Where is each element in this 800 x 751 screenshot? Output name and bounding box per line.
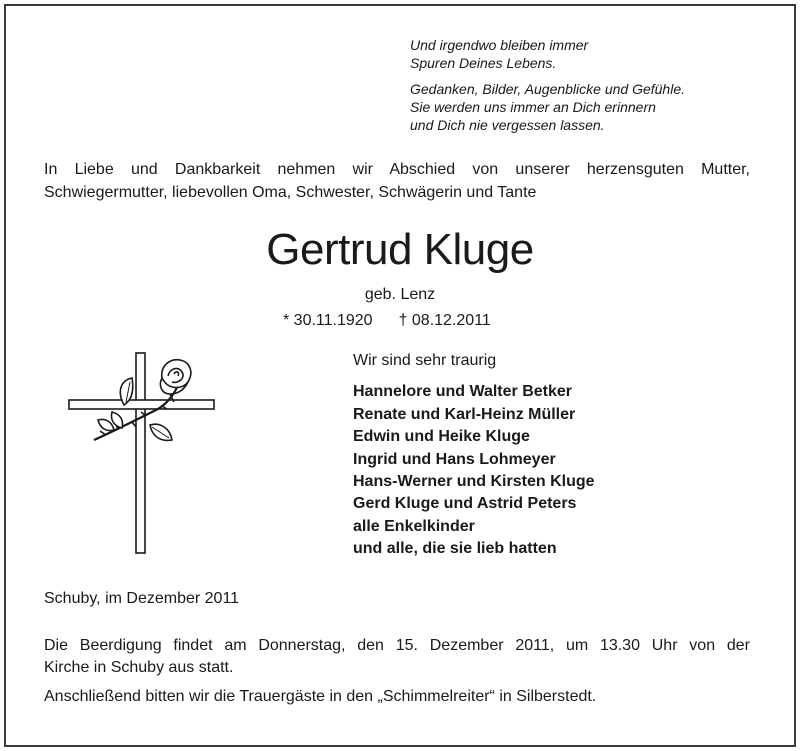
deceased-name: Gertrud Kluge: [266, 225, 534, 274]
funeral-line-2: Kirche in Schuby aus statt.: [44, 659, 234, 676]
mourner-name: Gerd Kluge und Astrid Peters: [353, 495, 577, 513]
mourners-lead: Wir sind sehr traurig: [353, 352, 497, 369]
life-dates: [283, 310, 491, 332]
poem-line: und Dich nie vergessen lassen.: [410, 117, 605, 133]
mourner-name: Hannelore und Walter Betker: [353, 383, 573, 401]
memorial-poem: [410, 36, 685, 142]
death-date: † 08.12.2011: [398, 312, 491, 329]
intro-line-2: Schwiegermutter, liebevollen Oma, Schwester, Schwägerin und Tante: [44, 184, 537, 201]
intro-line-1: In Liebe und Dankbarkeit nehmen wir Abschied von unserer herzensguten Mutter,: [44, 161, 750, 178]
mourner-name: Ingrid und Hans Lohmeyer: [353, 450, 556, 468]
poem-line: Sie werden uns immer an Dich erinnern: [410, 99, 656, 115]
funeral-info: [44, 635, 750, 679]
poem-line: Gedanken, Bilder, Augenblicke und Gefühle.: [410, 81, 686, 97]
mourner-name: Renate und Karl-Heinz Müller: [353, 405, 576, 423]
poem-line: Spuren Deines Lebens.: [410, 55, 557, 71]
cross-with-rose-icon: [66, 350, 216, 565]
birth-date: * 30.11.1920: [283, 312, 373, 329]
place-and-date: Schuby, im Dezember 2011: [44, 590, 240, 607]
intro-text: [44, 158, 750, 204]
funeral-line-1: Die Beerdigung findet am Donnerstag, den 15. Dezember 2011, um 13.30 Uhr von der: [44, 637, 750, 654]
poem-stanza-1: [410, 36, 685, 72]
mourner-name: Hans-Werner und Kirsten Kluge: [353, 473, 595, 491]
maiden-name: geb. Lenz: [364, 286, 436, 303]
mourner-name: alle Enkelkinder: [353, 517, 475, 535]
mourner-name: und alle, die sie lieb hatten: [353, 540, 557, 558]
mourner-name: Edwin und Heike Kluge: [353, 428, 530, 446]
poem-line: Und irgendwo bleiben immer: [410, 37, 589, 53]
mourners-list: [353, 350, 595, 561]
poem-stanza-2: [410, 80, 685, 134]
reception-info: Anschließend bitten wir die Trauergäste in den „Schimmelreiter“ in Silberstedt.: [44, 688, 597, 705]
